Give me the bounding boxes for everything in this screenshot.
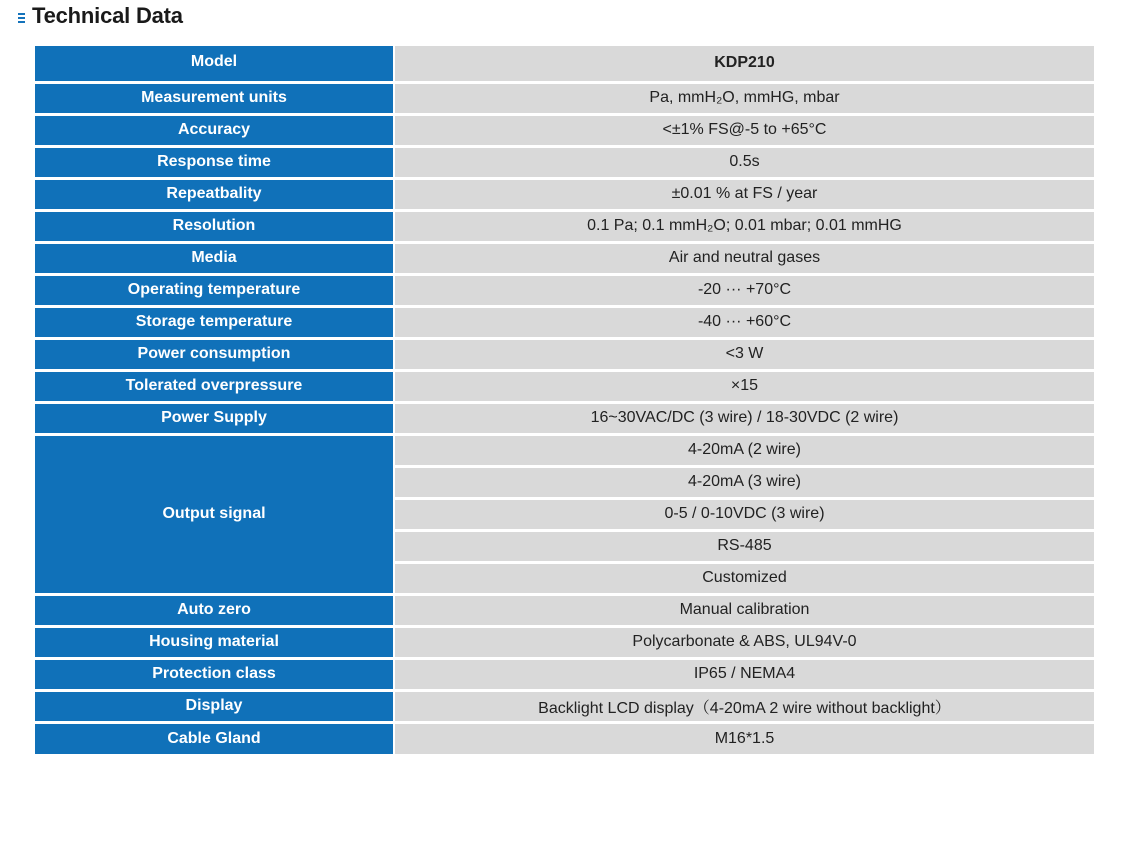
row-value: 0.5s — [394, 146, 1094, 178]
row-value: -40 ··· +60°C — [394, 306, 1094, 338]
table-row — [35, 274, 1094, 306]
row-value: Air and neutral gases — [394, 242, 1094, 274]
row-label: Housing material — [35, 626, 394, 658]
row-label: Output signal — [35, 434, 394, 594]
technical-data-table — [35, 46, 1094, 754]
row-value: Polycarbonate & ABS, UL94V-0 — [394, 626, 1094, 658]
row-label: Tolerated overpressure — [35, 370, 394, 402]
table-row — [35, 338, 1094, 370]
table-row — [35, 370, 1094, 402]
row-label: Accuracy — [35, 114, 394, 146]
row-label: Protection class — [35, 658, 394, 690]
row-value: ×15 — [394, 370, 1094, 402]
table-row — [35, 114, 1094, 146]
table-row — [35, 626, 1094, 658]
table-row — [35, 242, 1094, 274]
row-value: 0-5 / 0-10VDC (3 wire) — [394, 498, 1094, 530]
row-label: Auto zero — [35, 594, 394, 626]
table-row-model — [35, 46, 1094, 82]
row-label: Response time — [35, 146, 394, 178]
table-row — [35, 178, 1094, 210]
row-label: Repeatbality — [35, 178, 394, 210]
table-row — [35, 690, 1094, 722]
row-value: 4-20mA (3 wire) — [394, 466, 1094, 498]
row-value: 16~30VAC/DC (3 wire) / 18-30VDC (2 wire) — [394, 402, 1094, 434]
row-label: Cable Gland — [35, 722, 394, 754]
table-row — [35, 402, 1094, 434]
row-value: Manual calibration — [394, 594, 1094, 626]
row-label: Measurement units — [35, 82, 394, 114]
row-label: Display — [35, 690, 394, 722]
table-row — [35, 594, 1094, 626]
table-row — [35, 434, 1094, 466]
section-title: Technical Data — [32, 3, 183, 28]
row-label: Media — [35, 242, 394, 274]
table-row — [35, 658, 1094, 690]
row-value: Customized — [394, 562, 1094, 594]
row-label: Model — [35, 46, 394, 82]
row-value: RS-485 — [394, 530, 1094, 562]
table-row — [35, 146, 1094, 178]
table-row — [35, 210, 1094, 242]
row-value: IP65 / NEMA4 — [394, 658, 1094, 690]
row-value: KDP210 — [394, 46, 1094, 82]
table-row — [35, 306, 1094, 338]
row-value: <±1% FS@-5 to +65°C — [394, 114, 1094, 146]
row-value: M16*1.5 — [394, 722, 1094, 754]
row-label: Operating temperature — [35, 274, 394, 306]
row-value: ±0.01 % at FS / year — [394, 178, 1094, 210]
row-value: Backlight LCD display（4-20mA 2 wire without backlight） — [394, 690, 1094, 722]
row-value: Pa, mmH₂O, mmHG, mbar — [394, 82, 1094, 114]
table-row — [35, 82, 1094, 114]
row-value: 4-20mA (2 wire) — [394, 434, 1094, 466]
row-value: 0.1 Pa; 0.1 mmH₂O; 0.01 mbar; 0.01 mmHG — [394, 210, 1094, 242]
section-heading — [18, 3, 183, 29]
row-label: Resolution — [35, 210, 394, 242]
row-value: <3 W — [394, 338, 1094, 370]
list-bars-icon — [18, 13, 25, 23]
row-label: Storage temperature — [35, 306, 394, 338]
table-row — [35, 722, 1094, 754]
row-label: Power consumption — [35, 338, 394, 370]
row-value: -20 ··· +70°C — [394, 274, 1094, 306]
row-label: Power Supply — [35, 402, 394, 434]
